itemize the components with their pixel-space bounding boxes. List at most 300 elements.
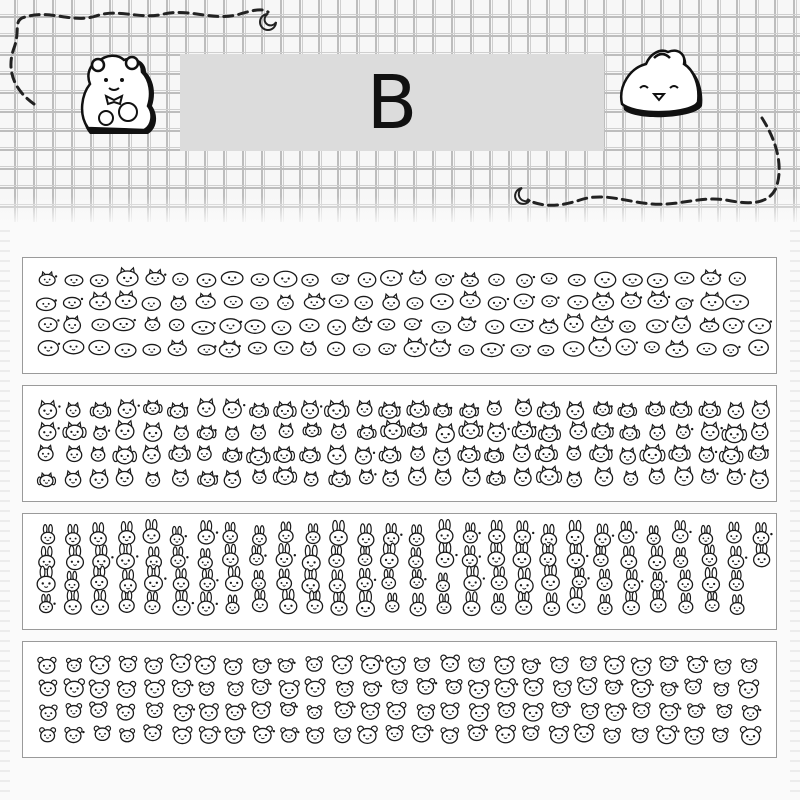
doodle-face	[119, 591, 134, 612]
doodle-face	[410, 593, 426, 615]
doodle-face	[198, 399, 215, 417]
doodle-face	[523, 703, 543, 721]
doodle-face	[705, 592, 718, 611]
doodle-face	[354, 344, 370, 355]
doodle-face	[168, 403, 189, 418]
doodle-face	[172, 680, 193, 696]
doodle-face	[647, 320, 669, 333]
doodle-face	[144, 401, 162, 415]
doodle-face	[430, 340, 451, 356]
doodle-face	[116, 291, 137, 308]
doodle-face	[250, 404, 269, 418]
doodle-face	[384, 524, 403, 546]
doodle-face	[414, 658, 429, 671]
doodle-face	[89, 340, 110, 354]
doodle-face	[332, 274, 350, 285]
doodle-face	[195, 656, 215, 674]
doodle-face	[335, 702, 356, 718]
doodle-face	[753, 523, 772, 545]
doodle-face	[273, 467, 296, 484]
doodle-face	[436, 424, 454, 443]
doodle-face	[751, 470, 769, 488]
doodle-face	[567, 543, 588, 568]
doodle-face	[463, 523, 480, 543]
doodle-face	[173, 591, 194, 615]
doodle-face	[564, 342, 584, 356]
doodle-face	[567, 446, 580, 460]
doodle-face	[567, 520, 584, 545]
doodle-face	[146, 472, 159, 486]
doodle-face	[304, 294, 325, 309]
doodle-face	[302, 545, 320, 570]
doodle-face	[495, 679, 518, 697]
doodle-face	[728, 546, 747, 568]
doodle-face	[307, 591, 323, 613]
doodle-face	[699, 402, 720, 418]
doodle-face	[40, 705, 57, 720]
doodle-face	[679, 593, 693, 613]
doodle-face	[685, 727, 704, 744]
doodle-face	[713, 728, 729, 742]
doodle-face	[249, 342, 267, 354]
doodle-face	[277, 569, 292, 590]
doodle-face	[145, 566, 167, 591]
doodle-face	[717, 705, 732, 718]
doodle-face	[117, 681, 135, 697]
doodle-face	[511, 345, 531, 357]
doodle-face	[63, 340, 83, 353]
doodle-face	[417, 705, 434, 720]
doodle-face	[460, 404, 479, 418]
doodle-face	[329, 471, 350, 487]
doodle-face	[538, 346, 554, 356]
doodle-face	[604, 656, 624, 674]
doodle-face	[90, 292, 111, 309]
doodle-face	[620, 321, 635, 332]
doodle-face	[650, 590, 665, 612]
doodle-face	[94, 726, 110, 740]
doodle-face	[624, 570, 643, 592]
doodle-face	[279, 681, 299, 699]
doodle-face	[355, 296, 372, 309]
doodle-face	[63, 297, 83, 308]
doodle-face	[458, 446, 480, 462]
doodle-face	[198, 345, 216, 355]
doodle-face	[657, 726, 680, 744]
doodle-face	[722, 424, 746, 442]
doodle-face	[620, 448, 635, 464]
doodle-face	[392, 680, 407, 693]
doodle-face	[568, 275, 585, 286]
doodle-face	[633, 703, 650, 718]
doodle-face	[224, 296, 242, 307]
doodle-face	[37, 566, 55, 592]
doodle-face	[279, 522, 293, 542]
doodle-face	[40, 728, 56, 742]
doodle-face	[92, 319, 109, 330]
doodle-face	[514, 521, 534, 544]
doodle-face	[727, 469, 745, 484]
doodle-face	[408, 423, 428, 437]
doodle-face	[173, 273, 188, 285]
doodle-face	[38, 657, 56, 673]
doodle-face	[640, 445, 665, 464]
doodle-face	[572, 568, 589, 588]
doodle-face	[594, 546, 608, 566]
doodle-face	[604, 728, 621, 743]
doodle-face	[198, 446, 212, 460]
doodle-face	[325, 401, 349, 419]
doodle-face	[595, 524, 615, 547]
doodle-face	[39, 680, 57, 695]
doodle-face	[196, 293, 215, 308]
doodle-face	[117, 704, 135, 720]
doodle-face	[142, 297, 160, 310]
doodle-face	[171, 547, 189, 567]
doodle-face	[145, 658, 163, 673]
doodle-face	[462, 546, 481, 567]
doodle-face	[66, 403, 80, 417]
doodle-face	[197, 426, 216, 440]
doodle-face	[304, 472, 317, 486]
doodle-face	[468, 680, 488, 698]
doodle-face	[386, 657, 405, 674]
doodle-face	[357, 569, 376, 591]
doodle-face	[685, 679, 702, 694]
doodle-face	[469, 658, 485, 672]
doodle-face	[379, 447, 401, 463]
doodle-face	[145, 592, 160, 614]
doodle-face	[647, 526, 660, 545]
doodle-face	[274, 271, 297, 287]
doodle-face	[409, 525, 423, 546]
doodle-face	[730, 595, 744, 614]
doodle-face	[434, 448, 450, 465]
doodle-face	[649, 469, 664, 484]
doodle-face	[754, 544, 770, 567]
doodle-face	[64, 316, 81, 332]
doodle-face	[252, 570, 265, 589]
doodle-face	[252, 590, 267, 611]
doodle-face	[431, 294, 453, 309]
doodle-face	[253, 659, 272, 673]
doodle-face	[358, 524, 374, 547]
title-banner	[180, 54, 604, 151]
sticker-strip-bunnies	[22, 513, 777, 630]
doodle-face	[542, 565, 560, 590]
doodle-face	[382, 570, 395, 589]
doodle-face	[39, 547, 55, 570]
doodle-face	[436, 542, 457, 567]
doodle-face	[252, 679, 272, 694]
doodle-face	[90, 523, 106, 546]
doodle-face	[487, 401, 501, 415]
doodle-face	[91, 566, 107, 590]
doodle-face	[432, 322, 450, 333]
doodle-face	[537, 402, 559, 419]
doodle-face	[119, 656, 136, 671]
doodle-face	[278, 296, 293, 310]
doodle-face	[605, 704, 627, 721]
doodle-face	[749, 319, 772, 334]
doodle-face	[116, 469, 132, 486]
doodle-face	[253, 726, 275, 743]
doodle-face	[489, 274, 504, 285]
doodle-face	[459, 345, 473, 355]
doodle-face	[411, 447, 424, 461]
doodle-face	[120, 729, 135, 742]
doodle-face	[498, 703, 515, 718]
doodle-face	[37, 298, 57, 310]
doodle-face	[702, 469, 719, 483]
doodle-face	[146, 270, 166, 285]
doodle-face	[276, 544, 296, 567]
doodle-face	[198, 521, 218, 544]
doodle-face	[407, 298, 423, 309]
doodle-face	[616, 339, 638, 355]
doodle-face	[749, 340, 768, 355]
doodle-face	[93, 545, 114, 569]
doodle-face	[514, 445, 530, 462]
doodle-face	[727, 522, 741, 543]
doodle-face	[360, 470, 377, 484]
doodle-face	[446, 680, 462, 694]
doodle-face	[223, 448, 243, 462]
doodle-face	[481, 343, 505, 356]
doodle-face	[302, 569, 319, 593]
doodle-face	[334, 728, 351, 743]
bird-character-icon	[618, 44, 708, 124]
doodle-face	[605, 680, 623, 694]
doodle-face	[672, 316, 690, 333]
doodle-face	[198, 472, 218, 487]
doodle-face	[544, 593, 560, 615]
doodle-face	[336, 681, 353, 696]
doodle-face	[90, 403, 110, 418]
doodle-face	[618, 404, 636, 418]
doodle-face	[539, 425, 561, 441]
doodle-face	[39, 423, 60, 440]
doodle-face	[578, 678, 597, 695]
doodle-face	[621, 546, 637, 568]
doodle-face	[38, 341, 60, 356]
doodle-face	[332, 424, 346, 439]
doodle-face	[549, 726, 568, 743]
doodle-face	[358, 726, 378, 743]
doodle-face	[89, 680, 109, 698]
doodle-face	[381, 421, 406, 439]
doodle-face	[383, 294, 399, 310]
doodle-face	[274, 447, 295, 462]
doodle-face	[592, 316, 614, 332]
doodle-face	[143, 446, 160, 464]
doodle-face	[328, 342, 345, 355]
doodle-face	[39, 318, 60, 332]
doodle-face	[330, 520, 347, 545]
doodle-face	[405, 319, 423, 330]
doodle-face	[174, 705, 195, 721]
doodle-face	[522, 659, 541, 673]
doodle-face	[491, 567, 507, 589]
doodle-face	[145, 317, 159, 330]
doodle-face	[660, 656, 679, 670]
doodle-face	[436, 520, 452, 544]
doodle-face	[169, 319, 183, 330]
doodle-face	[699, 447, 717, 462]
doodle-face	[514, 294, 535, 308]
doodle-face	[173, 727, 192, 744]
bear-hugging-icon	[76, 50, 166, 140]
doodle-face	[94, 426, 110, 439]
doodle-face	[199, 727, 221, 743]
doodle-face	[63, 422, 86, 439]
doodle-face	[669, 445, 690, 461]
doodle-face	[171, 654, 191, 672]
doodle-face	[568, 296, 588, 309]
doodle-face	[724, 345, 741, 356]
doodle-face	[90, 656, 110, 674]
doodle-face	[470, 704, 490, 721]
doodle-face	[117, 544, 139, 569]
doodle-face	[381, 271, 403, 286]
doodle-face	[220, 319, 242, 333]
doodle-face	[65, 471, 80, 487]
doodle-face	[458, 317, 476, 331]
doodle-face	[460, 291, 480, 307]
doodle-face	[517, 274, 535, 287]
doodle-face	[645, 342, 659, 353]
doodle-face	[570, 422, 586, 439]
doodle-face	[537, 466, 562, 485]
doodle-face	[651, 572, 667, 591]
doodle-face	[749, 446, 769, 461]
doodle-face	[515, 469, 532, 486]
doodle-face	[175, 426, 189, 440]
doodle-face	[436, 274, 454, 285]
doodle-face	[671, 402, 692, 418]
doodle-face	[623, 274, 642, 286]
doodle-face	[146, 547, 161, 569]
doodle-face	[40, 594, 56, 612]
doodle-face	[742, 706, 761, 720]
doodle-face	[117, 268, 138, 286]
doodle-face	[170, 527, 187, 546]
dog-face-icon	[23, 386, 778, 503]
doodle-face	[632, 728, 648, 742]
doodle-face	[552, 702, 571, 717]
doodle-face	[228, 682, 244, 696]
doodle-face	[631, 658, 651, 675]
doodle-face	[666, 341, 688, 357]
doodle-face	[226, 427, 239, 440]
doodle-face	[307, 706, 322, 719]
doodle-face	[224, 471, 240, 488]
doodle-face	[435, 469, 450, 485]
doodle-face	[410, 570, 426, 589]
doodle-face	[564, 314, 583, 332]
doodle-face	[463, 468, 480, 485]
doodle-face	[199, 704, 218, 721]
doodle-face	[622, 292, 643, 307]
doodle-face	[280, 589, 297, 613]
doodle-face	[358, 546, 371, 565]
doodle-face	[741, 659, 756, 673]
doodle-face	[567, 472, 581, 487]
doodle-face	[226, 595, 239, 613]
doodle-face	[468, 725, 488, 740]
doodle-face	[687, 656, 708, 672]
doodle-face	[551, 657, 569, 673]
doodle-face	[357, 401, 372, 416]
doodle-face	[143, 344, 160, 355]
doodle-face	[437, 573, 450, 591]
doodle-face	[688, 704, 706, 718]
doodle-face	[274, 402, 296, 419]
doodle-face	[702, 422, 723, 440]
doodle-face	[198, 549, 212, 569]
doodle-face	[463, 592, 479, 616]
doodle-face	[224, 659, 242, 675]
doodle-face	[649, 546, 666, 570]
doodle-face	[417, 679, 437, 694]
doodle-face	[387, 702, 406, 719]
doodle-face	[144, 725, 162, 741]
doodle-face	[404, 338, 428, 356]
doodle-face	[223, 522, 237, 542]
doodle-face	[143, 520, 159, 544]
doodle-face	[513, 542, 530, 567]
doodle-face	[386, 593, 399, 612]
doodle-face	[488, 423, 510, 441]
doodle-face	[660, 703, 682, 720]
sticker-strip-puppies	[22, 385, 777, 502]
doodle-face	[486, 320, 504, 333]
doodle-face	[65, 275, 83, 286]
doodle-face	[752, 423, 768, 440]
doodle-face	[554, 681, 572, 697]
doodle-face	[409, 468, 426, 486]
doodle-face	[253, 470, 266, 483]
doodle-face	[738, 680, 758, 698]
doodle-face	[252, 702, 271, 718]
doodle-face	[434, 404, 453, 417]
doodle-face	[515, 568, 533, 593]
doodle-face	[39, 401, 61, 419]
banner-label: B	[366, 59, 418, 146]
doodle-face	[488, 543, 504, 567]
doodle-face	[488, 297, 509, 310]
doodle-face	[39, 272, 57, 286]
doodle-face	[729, 570, 743, 590]
doodle-face	[594, 402, 613, 416]
doodle-face	[724, 318, 745, 332]
doodle-face	[728, 403, 743, 419]
sticker-strip-mixed-characters	[22, 257, 777, 374]
doodle-face	[631, 680, 653, 697]
doodle-face	[90, 470, 108, 488]
doodle-face	[441, 728, 458, 743]
doodle-face	[567, 402, 583, 419]
doodle-face	[441, 703, 459, 719]
doodle-face	[113, 446, 137, 464]
doodle-face	[328, 446, 346, 465]
doodle-face	[410, 271, 426, 285]
doodle-face	[199, 682, 214, 695]
doodle-face	[459, 421, 483, 439]
doodle-face	[383, 470, 398, 486]
doodle-face	[272, 321, 291, 334]
doodle-face	[624, 471, 637, 485]
